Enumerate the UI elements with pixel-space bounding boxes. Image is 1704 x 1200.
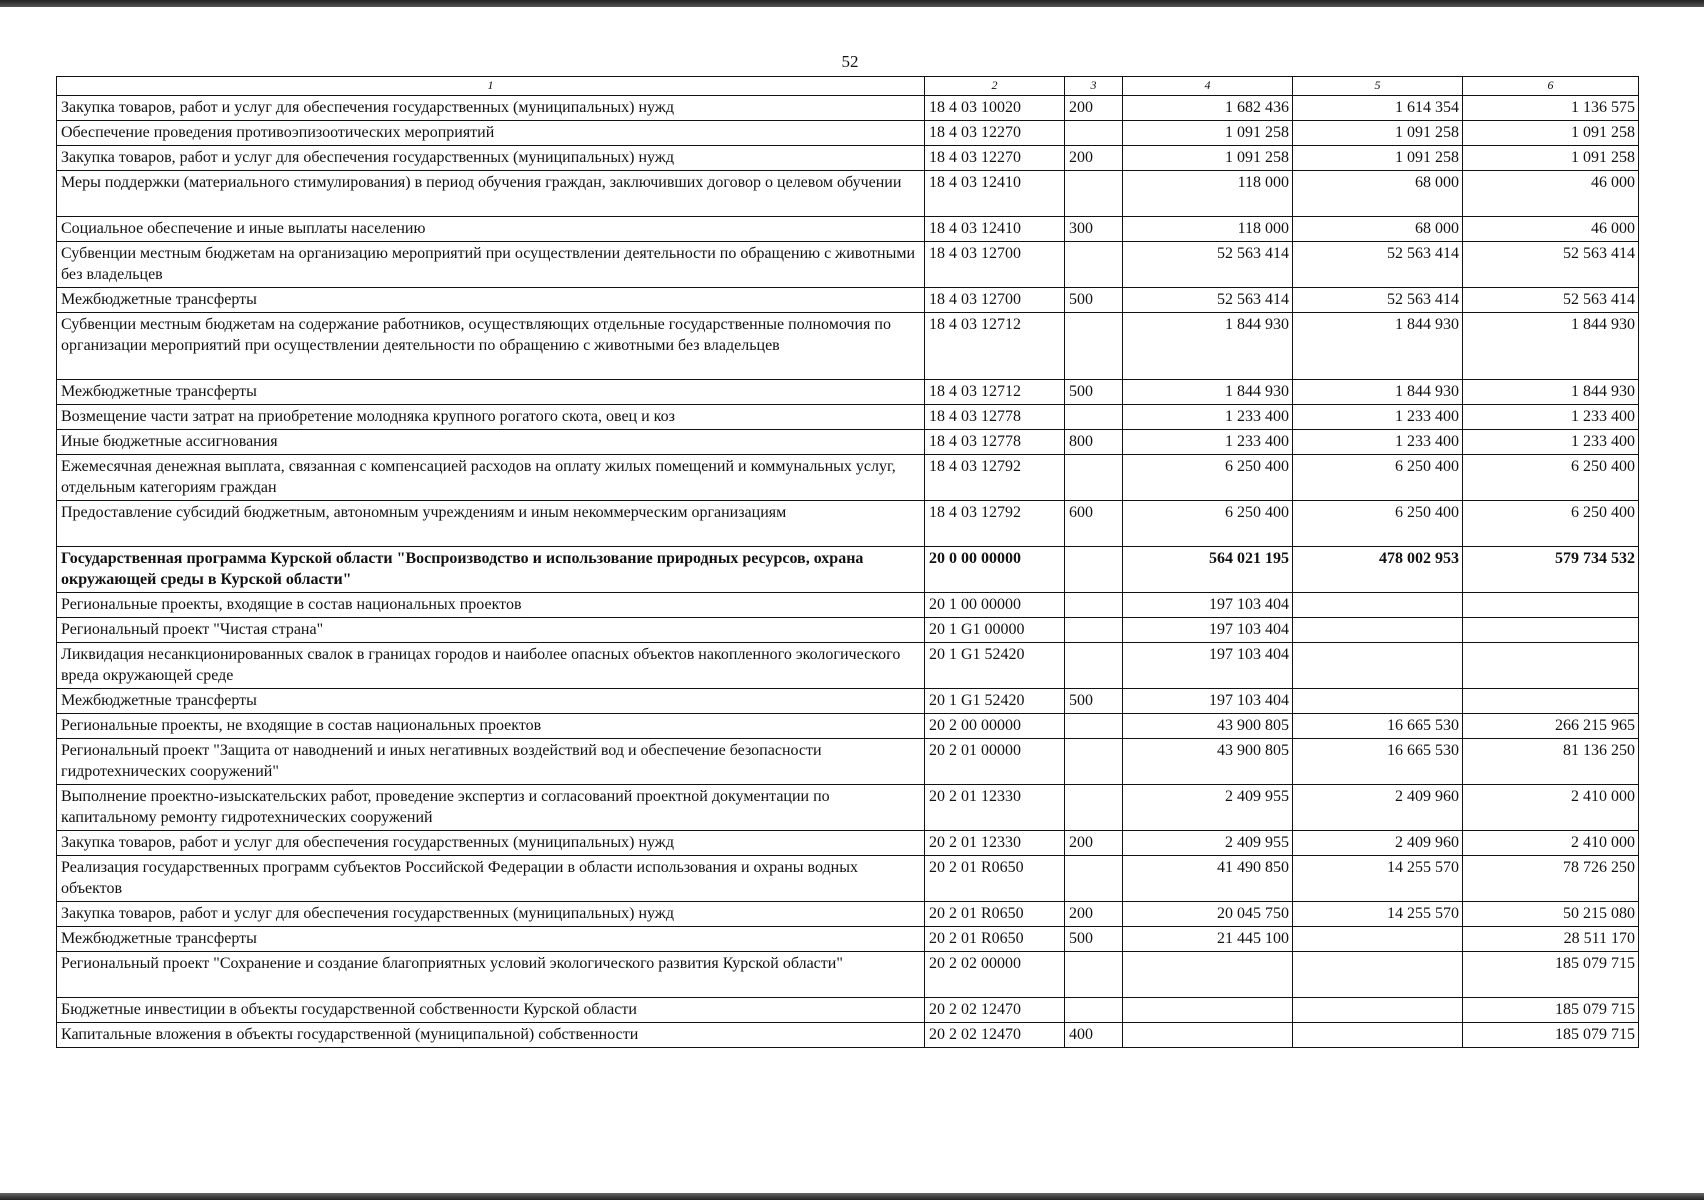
row-kvr-cell xyxy=(1065,643,1123,689)
row-value-col6: 2 410 000 xyxy=(1463,785,1639,831)
row-code-cell: 18 4 03 12700 xyxy=(925,242,1065,288)
row-value-col4: 564 021 195 xyxy=(1123,547,1293,593)
table-row xyxy=(57,643,1639,689)
row-kvr-cell: 400 xyxy=(1065,1023,1123,1048)
row-kvr-cell: 200 xyxy=(1065,831,1123,856)
row-value-col4: 1 844 930 xyxy=(1123,380,1293,405)
row-kvr-cell xyxy=(1065,739,1123,785)
row-code-cell: 18 4 03 12410 xyxy=(925,217,1065,242)
row-name-cell: Закупка товаров, работ и услуг для обеспечения государственных (муниципальных) нужд xyxy=(57,146,925,171)
table-row xyxy=(57,856,1639,902)
row-value-col5 xyxy=(1293,998,1463,1023)
row-value-col5: 52 563 414 xyxy=(1293,288,1463,313)
row-value-col5: 1 844 930 xyxy=(1293,313,1463,380)
row-name-cell: Региональные проекты, не входящие в состав национальных проектов xyxy=(57,714,925,739)
row-value-col6: 1 233 400 xyxy=(1463,430,1639,455)
column-header: 3 xyxy=(1065,77,1123,96)
row-name-cell: Капитальные вложения в объекты государственной (муниципальной) собственности xyxy=(57,1023,925,1048)
row-kvr-cell xyxy=(1065,242,1123,288)
row-kvr-cell xyxy=(1065,785,1123,831)
row-name-cell: Субвенции местным бюджетам на содержание работников, осуществляющих отдельные государственные полномочия по организации мероприятий при осуществлении деятельности по обращению с животными без владельцев xyxy=(57,313,925,380)
row-value-col6: 1 091 258 xyxy=(1463,121,1639,146)
row-kvr-cell xyxy=(1065,455,1123,501)
row-name-cell: Межбюджетные трансферты xyxy=(57,380,925,405)
row-value-col4: 6 250 400 xyxy=(1123,501,1293,547)
table-row xyxy=(57,927,1639,952)
row-code-cell: 20 2 02 12470 xyxy=(925,1023,1065,1048)
row-value-col4: 6 250 400 xyxy=(1123,455,1293,501)
row-value-col5: 1 844 930 xyxy=(1293,380,1463,405)
row-value-col6: 266 215 965 xyxy=(1463,714,1639,739)
table-row xyxy=(57,405,1639,430)
row-kvr-cell xyxy=(1065,856,1123,902)
row-code-cell: 18 4 03 12792 xyxy=(925,455,1065,501)
row-code-cell: 20 2 01 R0650 xyxy=(925,902,1065,927)
row-value-col4: 1 682 436 xyxy=(1123,96,1293,121)
row-value-col4 xyxy=(1123,998,1293,1023)
row-kvr-cell: 300 xyxy=(1065,217,1123,242)
row-value-col6: 579 734 532 xyxy=(1463,547,1639,593)
row-value-col4: 21 445 100 xyxy=(1123,927,1293,952)
page-number: 52 xyxy=(841,52,859,71)
row-code-cell: 18 4 03 12712 xyxy=(925,313,1065,380)
scan-edge-bottom xyxy=(0,1193,1704,1200)
row-value-col6: 1 233 400 xyxy=(1463,405,1639,430)
row-name-cell: Закупка товаров, работ и услуг для обеспечения государственных (муниципальных) нужд xyxy=(57,96,925,121)
row-value-col6: 46 000 xyxy=(1463,171,1639,217)
row-code-cell: 20 0 00 00000 xyxy=(925,547,1065,593)
row-value-col6 xyxy=(1463,689,1639,714)
row-value-col5 xyxy=(1293,643,1463,689)
row-name-cell: Выполнение проектно-изыскательских работ, проведение экспертиз и согласований проектной документации по капитальному ремонту гидротехнических сооружений xyxy=(57,785,925,831)
row-kvr-cell xyxy=(1065,313,1123,380)
row-value-col4: 197 103 404 xyxy=(1123,643,1293,689)
row-code-cell: 20 2 02 00000 xyxy=(925,952,1065,998)
table-row xyxy=(57,998,1639,1023)
table-row xyxy=(57,952,1639,998)
row-value-col4: 1 091 258 xyxy=(1123,121,1293,146)
row-name-cell: Меры поддержки (материального стимулирования) в период обучения граждан, заключивших договор о целевом обучении xyxy=(57,171,925,217)
row-value-col4: 2 409 955 xyxy=(1123,785,1293,831)
row-value-col5 xyxy=(1293,927,1463,952)
row-value-col5: 1 614 354 xyxy=(1293,96,1463,121)
row-name-cell: Предоставление субсидий бюджетным, автономным учреждениям и иным некоммерческим организациям xyxy=(57,501,925,547)
row-value-col4: 52 563 414 xyxy=(1123,288,1293,313)
row-value-col6: 1 091 258 xyxy=(1463,146,1639,171)
row-name-cell: Обеспечение проведения противоэпизоотических мероприятий xyxy=(57,121,925,146)
row-kvr-cell xyxy=(1065,998,1123,1023)
row-value-col5: 1 233 400 xyxy=(1293,405,1463,430)
table-row xyxy=(57,146,1639,171)
table-row xyxy=(57,217,1639,242)
row-kvr-cell xyxy=(1065,714,1123,739)
table-row xyxy=(57,96,1639,121)
row-value-col5 xyxy=(1293,952,1463,998)
row-value-col6: 185 079 715 xyxy=(1463,998,1639,1023)
row-value-col6: 81 136 250 xyxy=(1463,739,1639,785)
row-value-col4: 43 900 805 xyxy=(1123,714,1293,739)
row-name-cell: Реализация государственных программ субъектов Российской Федерации в области использования и охраны водных объектов xyxy=(57,856,925,902)
row-value-col5: 6 250 400 xyxy=(1293,455,1463,501)
row-value-col6: 28 511 170 xyxy=(1463,927,1639,952)
row-value-col5: 1 091 258 xyxy=(1293,146,1463,171)
row-value-col6 xyxy=(1463,618,1639,643)
row-value-col5: 478 002 953 xyxy=(1293,547,1463,593)
row-kvr-cell xyxy=(1065,952,1123,998)
row-code-cell: 20 2 01 12330 xyxy=(925,785,1065,831)
row-value-col4: 118 000 xyxy=(1123,171,1293,217)
row-name-cell: Межбюджетные трансферты xyxy=(57,288,925,313)
row-value-col6: 2 410 000 xyxy=(1463,831,1639,856)
row-name-cell: Социальное обеспечение и иные выплаты населению xyxy=(57,217,925,242)
column-header: 2 xyxy=(925,77,1065,96)
row-value-col4: 1 233 400 xyxy=(1123,405,1293,430)
row-kvr-cell: 200 xyxy=(1065,96,1123,121)
row-value-col6: 185 079 715 xyxy=(1463,1023,1639,1048)
row-value-col5: 2 409 960 xyxy=(1293,785,1463,831)
row-value-col6: 52 563 414 xyxy=(1463,242,1639,288)
row-value-col6: 78 726 250 xyxy=(1463,856,1639,902)
row-code-cell: 18 4 03 12778 xyxy=(925,430,1065,455)
row-code-cell: 20 2 01 R0650 xyxy=(925,927,1065,952)
table-row xyxy=(57,171,1639,217)
row-value-col6: 1 136 575 xyxy=(1463,96,1639,121)
row-name-cell: Закупка товаров, работ и услуг для обеспечения государственных (муниципальных) нужд xyxy=(57,902,925,927)
column-header: 6 xyxy=(1463,77,1639,96)
row-value-col6: 1 844 930 xyxy=(1463,313,1639,380)
column-header: 1 xyxy=(57,77,925,96)
column-header: 4 xyxy=(1123,77,1293,96)
table-row xyxy=(57,547,1639,593)
row-kvr-cell xyxy=(1065,547,1123,593)
row-name-cell: Региональные проекты, входящие в состав национальных проектов xyxy=(57,593,925,618)
row-kvr-cell: 200 xyxy=(1065,902,1123,927)
row-value-col5: 16 665 530 xyxy=(1293,714,1463,739)
row-kvr-cell xyxy=(1065,593,1123,618)
row-value-col6 xyxy=(1463,643,1639,689)
row-code-cell: 20 1 G1 00000 xyxy=(925,618,1065,643)
row-code-cell: 18 4 03 12712 xyxy=(925,380,1065,405)
row-value-col4: 197 103 404 xyxy=(1123,593,1293,618)
row-code-cell: 18 4 03 12270 xyxy=(925,146,1065,171)
table-row xyxy=(57,313,1639,380)
row-value-col5 xyxy=(1293,618,1463,643)
row-value-col5: 2 409 960 xyxy=(1293,831,1463,856)
row-kvr-cell xyxy=(1065,121,1123,146)
table-row xyxy=(57,121,1639,146)
table-row xyxy=(57,739,1639,785)
row-value-col6: 185 079 715 xyxy=(1463,952,1639,998)
table-header-row xyxy=(57,77,1639,96)
table-row xyxy=(57,430,1639,455)
row-kvr-cell: 500 xyxy=(1065,927,1123,952)
row-value-col5: 1 233 400 xyxy=(1293,430,1463,455)
row-code-cell: 18 4 03 12700 xyxy=(925,288,1065,313)
row-code-cell: 18 4 03 12410 xyxy=(925,171,1065,217)
row-name-cell: Региональный проект "Чистая страна" xyxy=(57,618,925,643)
row-value-col5: 68 000 xyxy=(1293,217,1463,242)
row-value-col4: 1 844 930 xyxy=(1123,313,1293,380)
row-value-col5 xyxy=(1293,1023,1463,1048)
row-name-cell: Межбюджетные трансферты xyxy=(57,689,925,714)
table-row xyxy=(57,593,1639,618)
row-name-cell: Закупка товаров, работ и услуг для обеспечения государственных (муниципальных) нужд xyxy=(57,831,925,856)
row-kvr-cell xyxy=(1065,405,1123,430)
row-value-col5: 14 255 570 xyxy=(1293,902,1463,927)
row-value-col4: 118 000 xyxy=(1123,217,1293,242)
row-value-col4: 43 900 805 xyxy=(1123,739,1293,785)
row-value-col4 xyxy=(1123,952,1293,998)
table-row xyxy=(57,1023,1639,1048)
table-row xyxy=(57,714,1639,739)
row-value-col5: 16 665 530 xyxy=(1293,739,1463,785)
row-kvr-cell: 200 xyxy=(1065,146,1123,171)
row-value-col5 xyxy=(1293,593,1463,618)
row-kvr-cell: 800 xyxy=(1065,430,1123,455)
row-value-col4: 2 409 955 xyxy=(1123,831,1293,856)
table-row xyxy=(57,288,1639,313)
row-value-col4: 41 490 850 xyxy=(1123,856,1293,902)
row-value-col6: 46 000 xyxy=(1463,217,1639,242)
row-value-col4: 1 233 400 xyxy=(1123,430,1293,455)
row-kvr-cell xyxy=(1065,171,1123,217)
row-code-cell: 20 2 01 R0650 xyxy=(925,856,1065,902)
row-code-cell: 20 1 G1 52420 xyxy=(925,643,1065,689)
row-value-col4: 1 091 258 xyxy=(1123,146,1293,171)
row-value-col4: 52 563 414 xyxy=(1123,242,1293,288)
column-header: 5 xyxy=(1293,77,1463,96)
row-value-col6: 52 563 414 xyxy=(1463,288,1639,313)
row-value-col5: 52 563 414 xyxy=(1293,242,1463,288)
row-code-cell: 18 4 03 12778 xyxy=(925,405,1065,430)
row-code-cell: 20 2 00 00000 xyxy=(925,714,1065,739)
row-value-col5: 14 255 570 xyxy=(1293,856,1463,902)
row-value-col5: 68 000 xyxy=(1293,171,1463,217)
row-name-cell: Межбюджетные трансферты xyxy=(57,927,925,952)
table-row xyxy=(57,455,1639,501)
table-row xyxy=(57,785,1639,831)
row-code-cell: 18 4 03 12270 xyxy=(925,121,1065,146)
table-row xyxy=(57,501,1639,547)
row-value-col6: 50 215 080 xyxy=(1463,902,1639,927)
row-name-cell: Субвенции местным бюджетам на организацию мероприятий при осуществлении деятельности по обращению с животными без владельцев xyxy=(57,242,925,288)
row-code-cell: 20 2 01 12330 xyxy=(925,831,1065,856)
row-kvr-cell: 500 xyxy=(1065,380,1123,405)
row-code-cell: 20 2 02 12470 xyxy=(925,998,1065,1023)
row-value-col4: 20 045 750 xyxy=(1123,902,1293,927)
table-row xyxy=(57,242,1639,288)
row-name-cell: Ликвидация несанкционированных свалок в границах городов и наиболее опасных объектов накопленного экологического вреда окружающей среде xyxy=(57,643,925,689)
row-code-cell: 20 1 00 00000 xyxy=(925,593,1065,618)
row-kvr-cell xyxy=(1065,618,1123,643)
row-value-col4: 197 103 404 xyxy=(1123,689,1293,714)
row-value-col4: 197 103 404 xyxy=(1123,618,1293,643)
row-name-cell: Бюджетные инвестиции в объекты государственной собственности Курской области xyxy=(57,998,925,1023)
row-name-cell: Иные бюджетные ассигнования xyxy=(57,430,925,455)
row-code-cell: 20 2 01 00000 xyxy=(925,739,1065,785)
table-row xyxy=(57,831,1639,856)
row-value-col6 xyxy=(1463,593,1639,618)
row-value-col5: 1 091 258 xyxy=(1293,121,1463,146)
row-value-col4 xyxy=(1123,1023,1293,1048)
row-name-cell: Возмещение части затрат на приобретение молодняка крупного рогатого скота, овец и коз xyxy=(57,405,925,430)
row-code-cell: 20 1 G1 52420 xyxy=(925,689,1065,714)
table-row xyxy=(57,689,1639,714)
row-name-cell: Государственная программа Курской области "Воспроизводство и использование природных ресурсов, охрана окружающей среды в Курской области" xyxy=(57,547,925,593)
row-value-col5: 6 250 400 xyxy=(1293,501,1463,547)
row-kvr-cell: 500 xyxy=(1065,288,1123,313)
row-kvr-cell: 600 xyxy=(1065,501,1123,547)
row-code-cell: 18 4 03 12792 xyxy=(925,501,1065,547)
table-row xyxy=(57,380,1639,405)
row-name-cell: Региональный проект "Защита от наводнений и иных негативных воздействий вод и обеспечение безопасности гидротехнических сооружений" xyxy=(57,739,925,785)
row-kvr-cell: 500 xyxy=(1065,689,1123,714)
row-value-col6: 1 844 930 xyxy=(1463,380,1639,405)
row-value-col6: 6 250 400 xyxy=(1463,455,1639,501)
scan-edge-top xyxy=(0,0,1704,7)
row-name-cell: Ежемесячная денежная выплата, связанная с компенсацией расходов на оплату жилых помещений и коммунальных услуг, отдельным категориям граждан xyxy=(57,455,925,501)
row-value-col6: 6 250 400 xyxy=(1463,501,1639,547)
budget-table xyxy=(56,76,1639,1048)
table-row xyxy=(57,618,1639,643)
row-name-cell: Региональный проект "Сохранение и создание благоприятных условий экологического развития Курской области" xyxy=(57,952,925,998)
row-value-col5 xyxy=(1293,689,1463,714)
row-code-cell: 18 4 03 10020 xyxy=(925,96,1065,121)
table-row xyxy=(57,902,1639,927)
